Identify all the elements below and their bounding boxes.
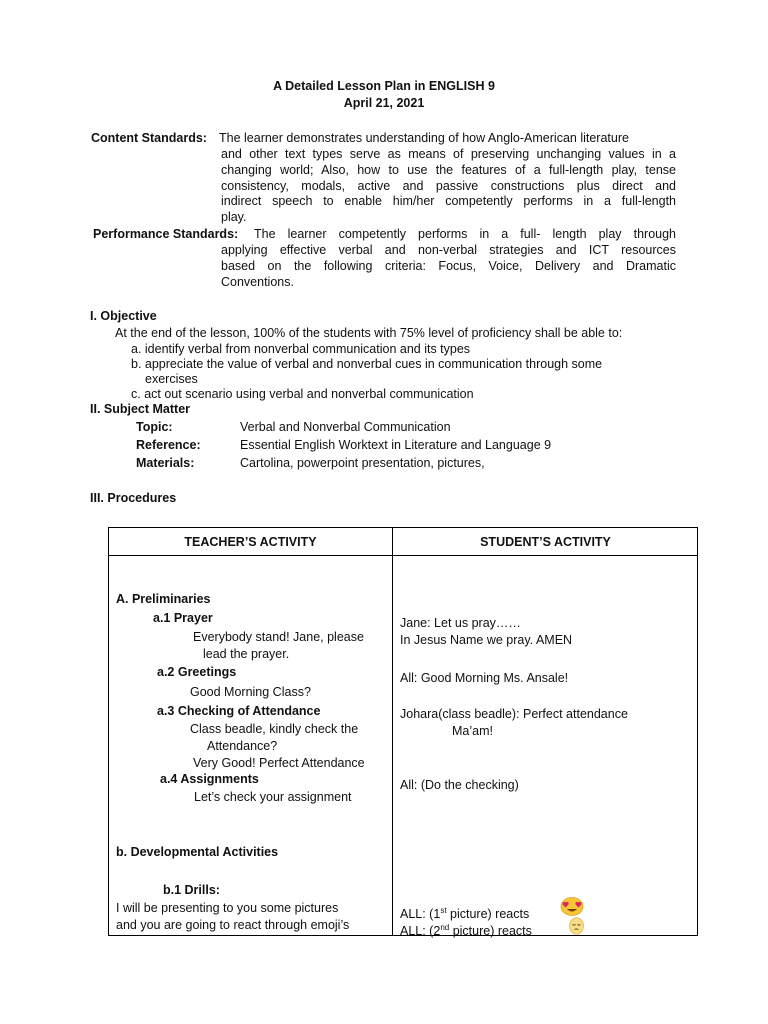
content-standards-line-2: and other text types serve as means of preserving unchanging values in a: [221, 147, 676, 161]
performance-standards-line-3: based on the following criteria: Focus, Voice, Delivery and Dramatic: [221, 259, 676, 273]
react-1-suffix: picture) reacts: [446, 907, 530, 922]
prayer-text-1: Everybody stand! Jane, please: [193, 630, 364, 644]
content-standards-line-6: play.: [221, 210, 247, 224]
procedures-heading: III. Procedures: [90, 491, 177, 505]
materials-value: Cartolina, powerpoint presentation, pictures,: [240, 456, 485, 470]
student-prayer-2: In Jesus Name we pray. AMEN: [400, 633, 573, 647]
react-2-prefix: ALL: (2: [400, 924, 441, 939]
materials-label: Materials:: [136, 456, 195, 470]
student-checking: All: (Do the checking): [400, 778, 519, 792]
objective-intro: At the end of the lesson, 100% of the students with 75% level of proficiency shall be able to:: [115, 326, 623, 340]
performance-standards-label: Performance Standards:: [93, 227, 239, 241]
table-column-divider: [392, 527, 393, 936]
prayer-text-2: lead the prayer.: [203, 647, 290, 661]
sleepy-face-emoji-icon: [569, 917, 584, 935]
content-standards-line-1: The learner demonstrates understanding of how Anglo-American literature: [219, 131, 629, 145]
react-2-suffix: picture) reacts: [449, 924, 532, 939]
student-greeting: All: Good Morning Ms. Ansale!: [400, 671, 569, 685]
react-1-superscript: st: [440, 906, 447, 915]
drills-text-1: I will be presenting to you some pictures: [116, 901, 339, 915]
attendance-text-2: Attendance?: [207, 739, 278, 753]
objective-item-c: c. act out scenario using verbal and nonverbal communication: [131, 387, 474, 401]
objective-item-b: b. appreciate the value of verbal and nonverbal cues in communication through some: [131, 357, 603, 371]
react-1-prefix: ALL: (1: [400, 907, 441, 922]
performance-standards-line-4: Conventions.: [221, 275, 294, 289]
teacher-activity-header: TEACHER’S ACTIVITY: [184, 535, 317, 549]
drills-heading: b.1 Drills:: [163, 883, 220, 897]
topic-label: Topic:: [136, 420, 173, 434]
react-2-superscript: nd: [440, 923, 450, 932]
performance-standards-line-2: applying effective verbal and non-verbal strategies and ICT resources: [221, 243, 676, 257]
table-header-divider: [108, 555, 698, 556]
drills-text-2: and you are going to react through emoji’s: [116, 918, 350, 932]
content-standards-line-5: indirect speech to enable him/her competently performs in a full-length: [221, 194, 676, 208]
attendance-text-1: Class beadle, kindly check the: [190, 722, 359, 736]
assignments-text: Let’s check your assignment: [194, 790, 352, 804]
attendance-heading: a.3 Checking of Attendance: [157, 704, 321, 718]
reference-label: Reference:: [136, 438, 201, 452]
content-standards-line-3: changing world; Also, how to use the features of a full-length play, tense: [221, 163, 676, 177]
student-activity-header: STUDENT’S ACTIVITY: [480, 535, 611, 549]
student-attendance-1: Johara(class beadle): Perfect attendance: [400, 707, 628, 721]
document-title: A Detailed Lesson Plan in ENGLISH 9: [273, 79, 495, 93]
student-attendance-2: Ma’am!: [452, 724, 493, 738]
document-date: April 21, 2021: [343, 96, 425, 110]
assignments-heading: a.4 Assignments: [160, 772, 259, 786]
objective-heading: I. Objective: [90, 309, 157, 323]
reference-value: Essential English Worktext in Literature and Language 9: [240, 438, 552, 452]
content-standards-line-4: consistency, modals, active and passive constructions plus direct and: [221, 179, 676, 193]
objective-item-a: a. identify verbal from nonverbal communication and its types: [131, 342, 471, 356]
greetings-heading: a.2 Greetings: [157, 665, 237, 679]
developmental-heading: b. Developmental Activities: [116, 845, 279, 859]
performance-standards-line-1: The learner competently performs in a full- length play through: [254, 227, 676, 241]
greetings-text: Good Morning Class?: [190, 685, 311, 699]
content-standards-label: Content Standards:: [91, 131, 207, 145]
prayer-heading: a.1 Prayer: [153, 611, 213, 625]
subject-matter-heading: II. Subject Matter: [90, 402, 191, 416]
topic-value: Verbal and Nonverbal Communication: [240, 420, 451, 434]
student-react-2: [400, 920, 532, 939]
student-prayer-1: Jane: Let us pray……: [400, 616, 521, 630]
heart-eyes-emoji-icon: [560, 897, 584, 916]
preliminaries-heading: A. Preliminaries: [116, 592, 211, 606]
attendance-text-3: Very Good! Perfect Attendance: [193, 756, 365, 770]
objective-item-b-cont: exercises: [145, 372, 198, 386]
